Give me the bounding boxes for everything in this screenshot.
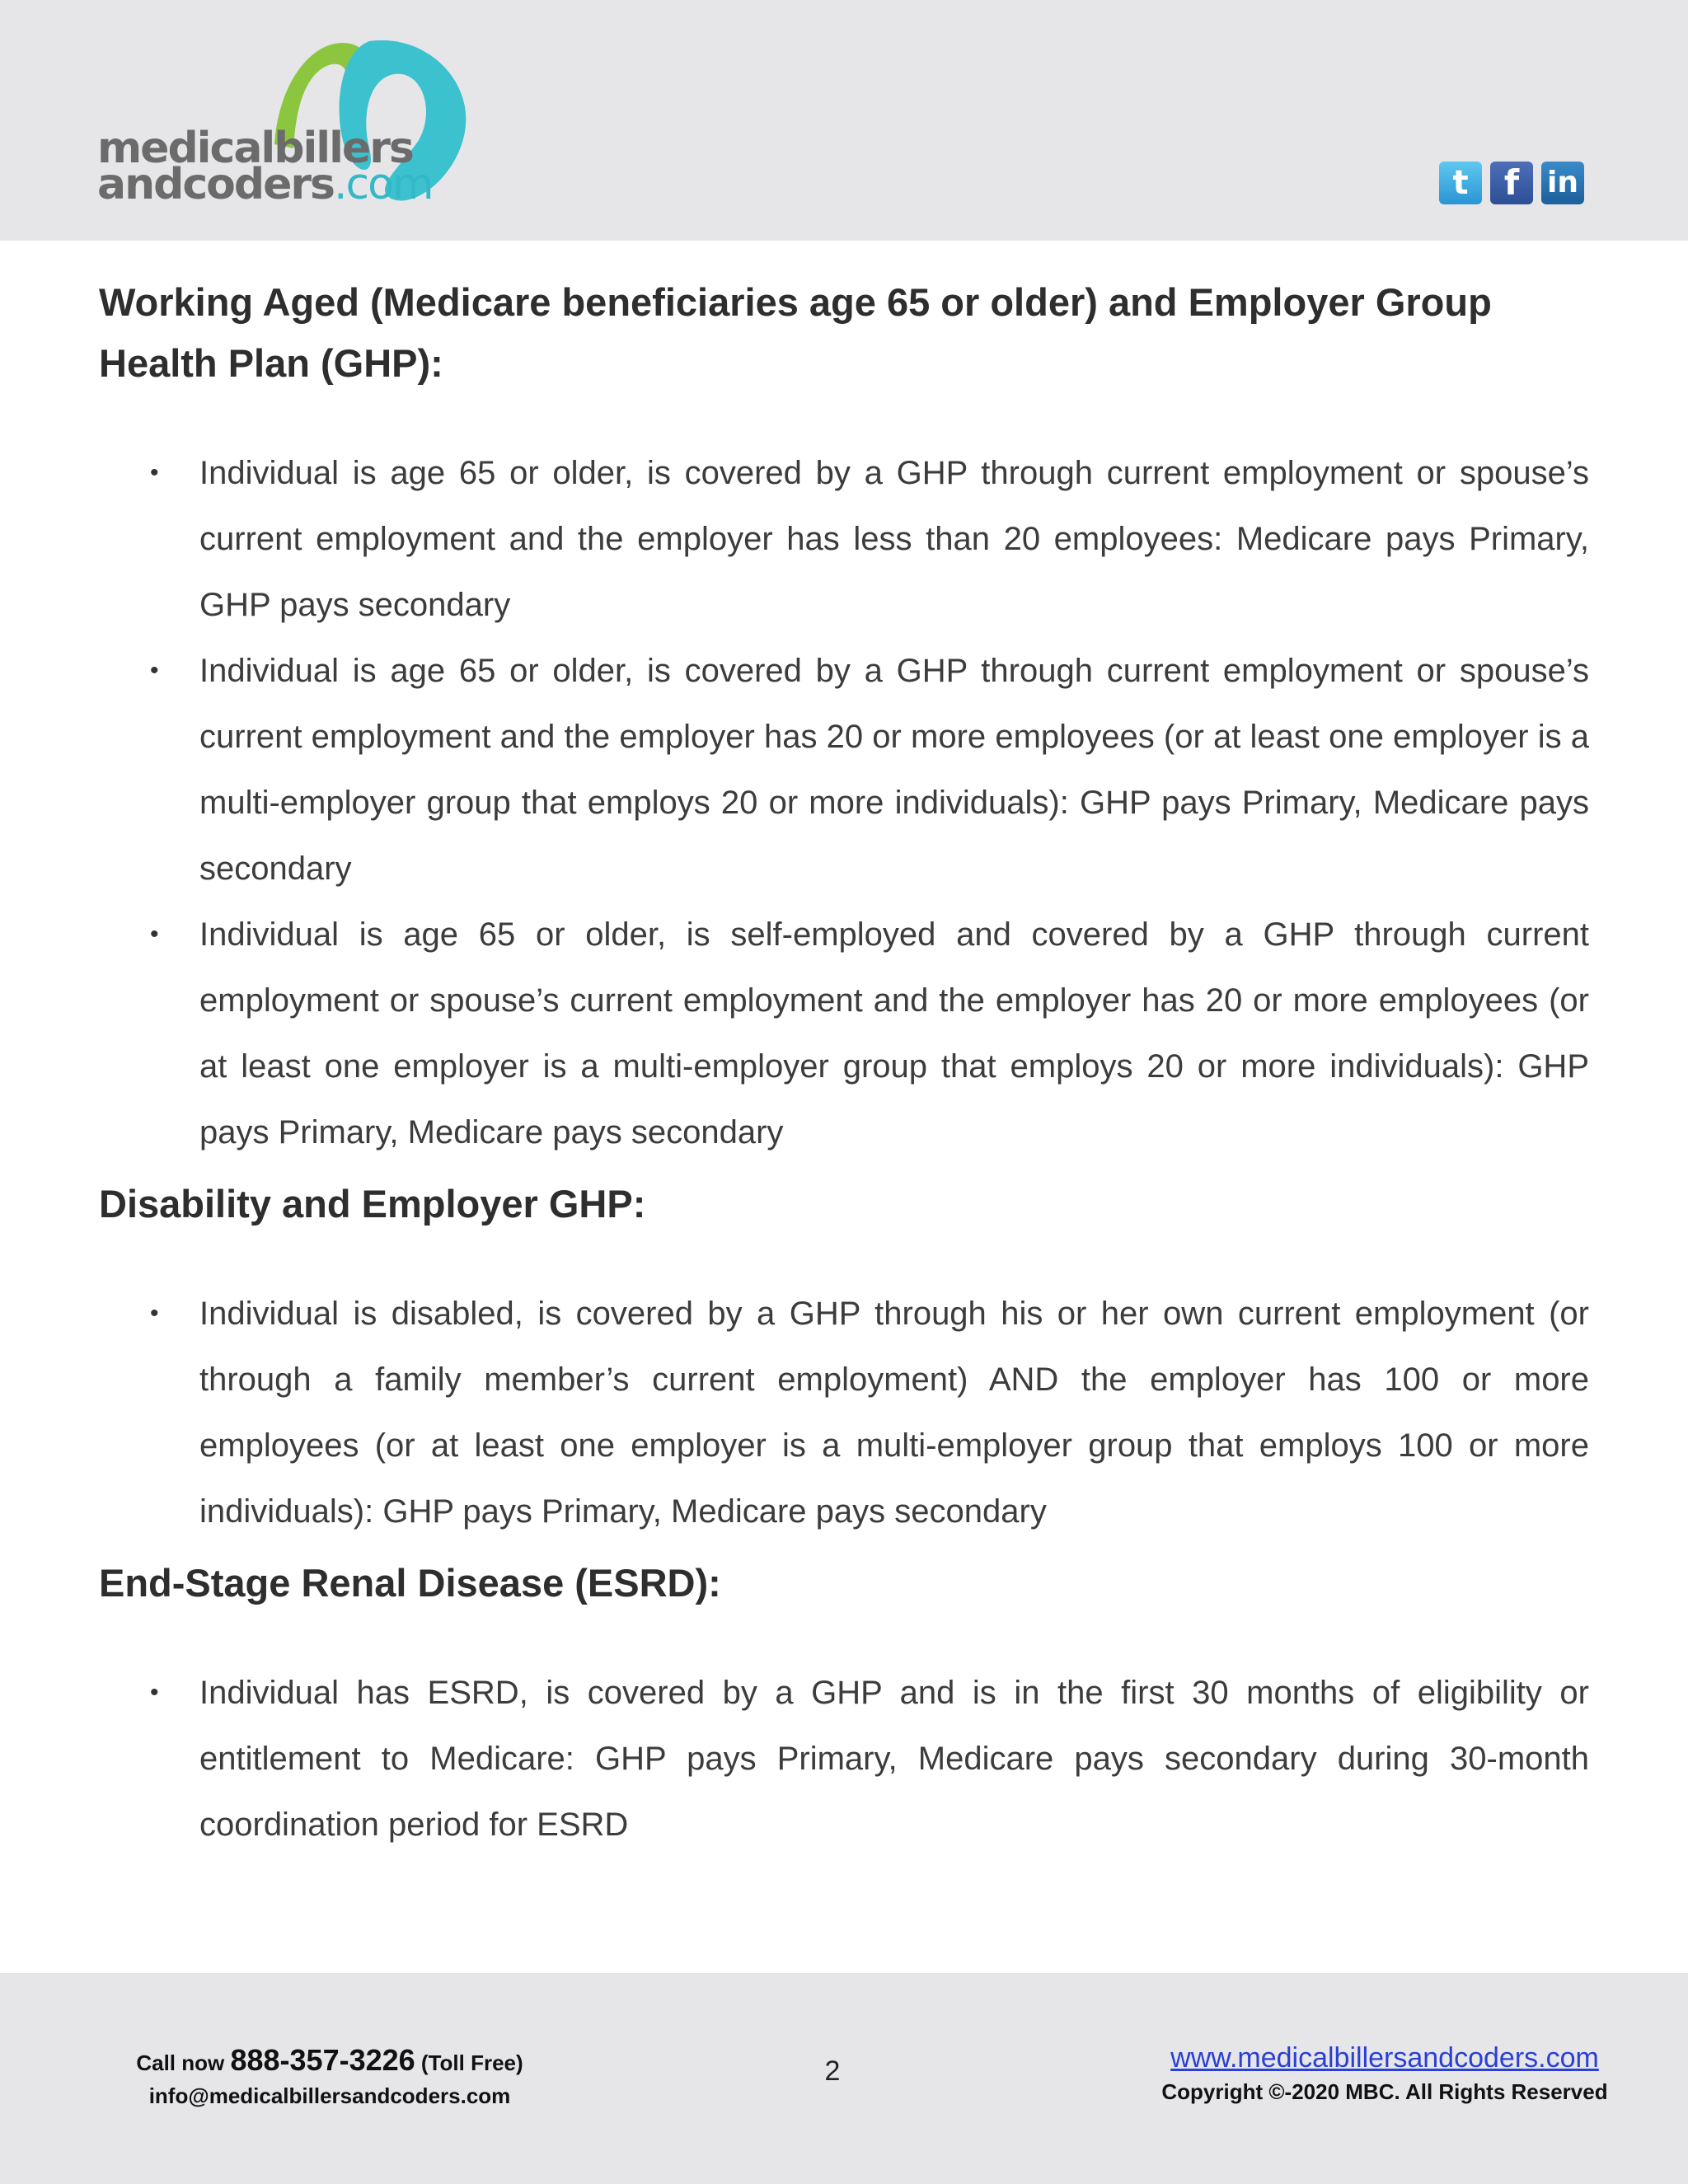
footer-contact (82, 2042, 577, 2111)
footer-site (1146, 2039, 1624, 2107)
page-header (0, 0, 1688, 241)
twitter-icon[interactable]: t (1439, 162, 1482, 204)
logo-domain-suffix: .com (333, 160, 433, 209)
linkedin-icon[interactable]: in (1541, 162, 1584, 204)
page-footer (0, 1973, 1688, 2184)
page-number: 2 (824, 2055, 841, 2087)
list-item-text: Individual is age 65 or older, is self-employed and covered by a GHP through current employment or spouse’s current employment and the employer has 20 or more employees (or at least one employer is a multi-employer group that employs 20 or more individuals): GHP pays Primary, Medicare pays secondary (199, 916, 1589, 1151)
footer-call-line (82, 2042, 577, 2081)
copyright-text: Copyright ©-2020 MBC. All Rights Reserved (1161, 2079, 1608, 2104)
bullet-icon: • (150, 1300, 159, 1327)
list-item-text: Individual has ESRD, is covered by a GHP and is in the first 30 months of eligibility or entitlement to Medicare: GHP pays Primary, Medicare pays secondary during 30-month coordination period for ESRD (199, 1675, 1589, 1843)
facebook-icon[interactable]: f (1490, 162, 1533, 204)
toll-free-label: (Toll Free) (420, 2050, 523, 2075)
section-heading-disability: Disability and Employer GHP: (99, 1182, 646, 1226)
section-heading-esrd: End-Stage Renal Disease (ESRD): (99, 1561, 721, 1605)
list-item-text: Individual is disabled, is covered by a GHP through his or her own current employment (or through a family member’s current employment) AND the employer has 100 or more employees (or at least one employer is a multi-employer group that employs 100 or more individuals): GHP pays Primary, Medicare pays secondary (199, 1296, 1589, 1530)
footer-email[interactable]: info@medicalbillersandcoders.com (148, 2083, 511, 2108)
phone-number[interactable]: 888-357-3226 (230, 2043, 415, 2077)
list-item (99, 902, 1589, 1165)
section-heading-working-aged: Working Aged (Medicare beneficiaries age 65 or older) and Employer Group Health Plan (GHP): (99, 280, 1492, 385)
list-item (99, 1281, 1589, 1544)
bullet-icon: • (150, 921, 159, 948)
working-aged-list (99, 440, 1589, 1165)
call-prefix: Call now (136, 2050, 225, 2075)
logo-line-2-main: andcoders (97, 160, 334, 209)
disability-list (99, 1281, 1589, 1544)
website-link[interactable]: www.medicalbillersandcoders.com (1170, 2042, 1599, 2074)
list-item (99, 638, 1589, 902)
esrd-list (99, 1660, 1589, 1858)
logo-line-1: medicalbillers (97, 124, 413, 173)
bullet-icon: • (150, 1679, 159, 1706)
list-item-text: Individual is age 65 or older, is covered by a GHP through current employment or spouse’s current employment and the employer has 20 or more employees (or at least one employer is a multi-employer group that employs 20 or more individuals): GHP pays Primary, Medicare pays secondary (199, 653, 1589, 887)
list-item-text: Individual is age 65 or older, is covered by a GHP through current employment or spouse’s current employment and the employer has less than 20 employees: Medicare pays Primary, GHP pays secondary (199, 455, 1589, 623)
logo-wordmark (97, 124, 433, 209)
list-item (99, 440, 1589, 638)
bullet-icon: • (150, 459, 159, 486)
bullet-icon: • (150, 657, 159, 684)
brand-logo[interactable] (97, 33, 476, 223)
document-body (99, 272, 1589, 1858)
logo-line-2 (97, 160, 433, 209)
list-item (99, 1660, 1589, 1858)
